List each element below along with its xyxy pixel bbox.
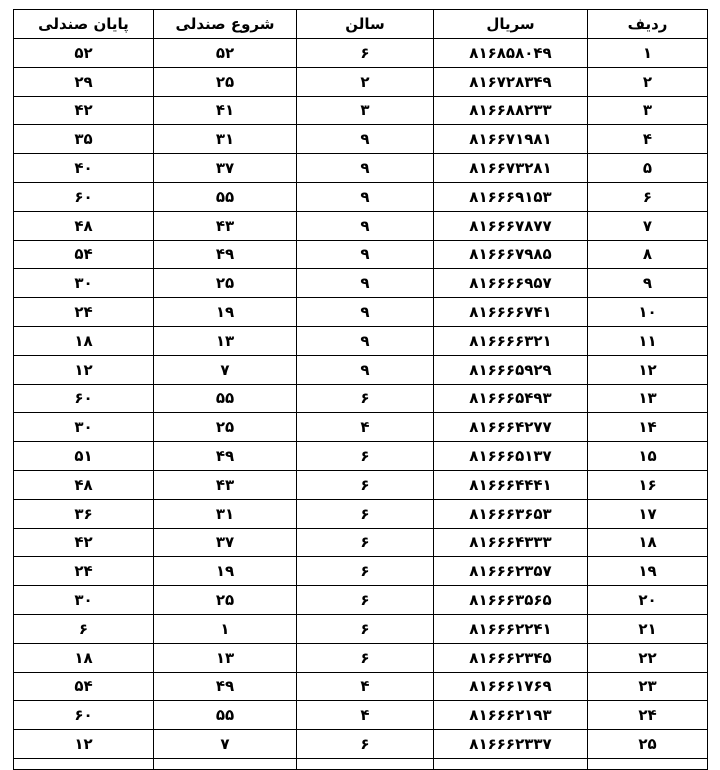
cell-seat-start: ۵۵ <box>154 384 297 413</box>
cell-serial: ۸۱۶۶۶۲۳۴۵ <box>434 643 588 672</box>
cell-hall: ۶ <box>297 499 434 528</box>
table-row <box>14 701 708 730</box>
cell-row-number: ۶ <box>588 182 708 211</box>
table-row-partial <box>14 758 708 769</box>
cell-serial: ۸۱۶۶۶۲۳۵۷ <box>434 557 588 586</box>
cell-seat-end: ۳۵ <box>14 125 154 154</box>
cell-seat-start: ۲۵ <box>154 413 297 442</box>
table-row <box>14 39 708 68</box>
cell-seat-end: ۵۴ <box>14 672 154 701</box>
cell-hall: ۹ <box>297 182 434 211</box>
empty-cell <box>434 758 588 769</box>
cell-seat-start: ۷ <box>154 355 297 384</box>
cell-serial: ۸۱۶۶۷۳۲۸۱ <box>434 154 588 183</box>
cell-seat-end: ۵۱ <box>14 442 154 471</box>
cell-seat-start: ۵۵ <box>154 182 297 211</box>
cell-seat-start: ۳۷ <box>154 528 297 557</box>
table-row <box>14 730 708 759</box>
cell-serial: ۸۱۶۶۶۷۸۷۷ <box>434 211 588 240</box>
cell-serial: ۸۱۶۶۶۶۹۵۷ <box>434 269 588 298</box>
tickets-table <box>13 9 708 770</box>
cell-serial: ۸۱۶۶۶۹۱۵۳ <box>434 182 588 211</box>
cell-serial: ۸۱۶۶۶۵۹۲۹ <box>434 355 588 384</box>
table-row <box>14 355 708 384</box>
cell-seat-end: ۴۸ <box>14 470 154 499</box>
cell-seat-start: ۴۹ <box>154 240 297 269</box>
header-hall: سالن <box>297 10 434 39</box>
cell-row-number: ۱۲ <box>588 355 708 384</box>
table-row <box>14 211 708 240</box>
table-row <box>14 470 708 499</box>
cell-seat-end: ۱۸ <box>14 326 154 355</box>
cell-row-number: ۱۰ <box>588 298 708 327</box>
cell-serial: ۸۱۶۶۷۱۹۸۱ <box>434 125 588 154</box>
cell-serial: ۸۱۶۸۵۸۰۴۹ <box>434 39 588 68</box>
cell-seat-end: ۶۰ <box>14 701 154 730</box>
cell-hall: ۴ <box>297 672 434 701</box>
header-row-number: ردیف <box>588 10 708 39</box>
cell-seat-end: ۲۹ <box>14 67 154 96</box>
cell-seat-end: ۲۴ <box>14 557 154 586</box>
header-serial: سریال <box>434 10 588 39</box>
cell-hall: ۶ <box>297 643 434 672</box>
cell-seat-start: ۷ <box>154 730 297 759</box>
cell-row-number: ۱ <box>588 39 708 68</box>
cell-hall: ۴ <box>297 701 434 730</box>
table-row <box>14 442 708 471</box>
cell-hall: ۶ <box>297 384 434 413</box>
cell-row-number: ۲۰ <box>588 586 708 615</box>
cell-seat-start: ۴۳ <box>154 211 297 240</box>
cell-seat-end: ۱۲ <box>14 730 154 759</box>
cell-seat-end: ۶۰ <box>14 182 154 211</box>
table-row <box>14 384 708 413</box>
cell-serial: ۸۱۶۶۶۴۴۴۱ <box>434 470 588 499</box>
cell-row-number: ۲۳ <box>588 672 708 701</box>
cell-serial: ۸۱۶۶۶۴۳۳۳ <box>434 528 588 557</box>
table-row <box>14 96 708 125</box>
cell-hall: ۹ <box>297 355 434 384</box>
cell-serial: ۸۱۶۶۶۳۵۶۵ <box>434 586 588 615</box>
cell-seat-start: ۳۱ <box>154 125 297 154</box>
cell-hall: ۹ <box>297 125 434 154</box>
empty-cell <box>14 758 154 769</box>
cell-hall: ۳ <box>297 96 434 125</box>
cell-serial: ۸۱۶۶۶۵۱۳۷ <box>434 442 588 471</box>
cell-row-number: ۲۲ <box>588 643 708 672</box>
cell-hall: ۴ <box>297 413 434 442</box>
table-row <box>14 326 708 355</box>
cell-seat-start: ۱۹ <box>154 557 297 586</box>
cell-row-number: ۲۵ <box>588 730 708 759</box>
cell-serial: ۸۱۶۶۶۲۲۴۱ <box>434 614 588 643</box>
cell-hall: ۹ <box>297 326 434 355</box>
cell-hall: ۹ <box>297 211 434 240</box>
cell-hall: ۶ <box>297 557 434 586</box>
table-row <box>14 528 708 557</box>
cell-row-number: ۹ <box>588 269 708 298</box>
cell-seat-start: ۱۳ <box>154 643 297 672</box>
cell-row-number: ۷ <box>588 211 708 240</box>
cell-seat-end: ۴۰ <box>14 154 154 183</box>
cell-row-number: ۵ <box>588 154 708 183</box>
cell-row-number: ۱۹ <box>588 557 708 586</box>
cell-seat-end: ۳۰ <box>14 413 154 442</box>
table-row <box>14 182 708 211</box>
cell-hall: ۶ <box>297 730 434 759</box>
cell-serial: ۸۱۶۶۶۶۷۴۱ <box>434 298 588 327</box>
cell-row-number: ۲۴ <box>588 701 708 730</box>
cell-hall: ۶ <box>297 614 434 643</box>
cell-hall: ۹ <box>297 269 434 298</box>
cell-seat-start: ۴۳ <box>154 470 297 499</box>
table-row <box>14 240 708 269</box>
table-row <box>14 499 708 528</box>
cell-row-number: ۱۱ <box>588 326 708 355</box>
empty-cell <box>154 758 297 769</box>
cell-seat-start: ۱ <box>154 614 297 643</box>
cell-seat-start: ۳۷ <box>154 154 297 183</box>
cell-hall: ۶ <box>297 470 434 499</box>
header-seat-start: شروع صندلی <box>154 10 297 39</box>
empty-cell <box>297 758 434 769</box>
cell-hall: ۶ <box>297 442 434 471</box>
cell-seat-start: ۴۱ <box>154 96 297 125</box>
cell-serial: ۸۱۶۶۶۲۳۳۷ <box>434 730 588 759</box>
cell-seat-start: ۲۵ <box>154 269 297 298</box>
cell-seat-start: ۱۳ <box>154 326 297 355</box>
cell-serial: ۸۱۶۶۶۷۹۸۵ <box>434 240 588 269</box>
table-row <box>14 586 708 615</box>
cell-seat-start: ۵۵ <box>154 701 297 730</box>
cell-hall: ۹ <box>297 240 434 269</box>
cell-row-number: ۲۱ <box>588 614 708 643</box>
cell-row-number: ۲ <box>588 67 708 96</box>
cell-serial: ۸۱۶۶۶۴۲۷۷ <box>434 413 588 442</box>
table-row <box>14 413 708 442</box>
cell-hall: ۹ <box>297 298 434 327</box>
cell-seat-end: ۱۸ <box>14 643 154 672</box>
cell-row-number: ۸ <box>588 240 708 269</box>
cell-seat-end: ۳۰ <box>14 586 154 615</box>
cell-seat-start: ۴۹ <box>154 672 297 701</box>
table-row <box>14 269 708 298</box>
cell-seat-start: ۲۵ <box>154 67 297 96</box>
cell-row-number: ۱۶ <box>588 470 708 499</box>
table-row <box>14 298 708 327</box>
cell-seat-end: ۳۶ <box>14 499 154 528</box>
cell-seat-end: ۲۴ <box>14 298 154 327</box>
cell-row-number: ۳ <box>588 96 708 125</box>
cell-row-number: ۱۳ <box>588 384 708 413</box>
cell-row-number: ۱۸ <box>588 528 708 557</box>
cell-row-number: ۱۴ <box>588 413 708 442</box>
cell-seat-end: ۱۲ <box>14 355 154 384</box>
cell-hall: ۶ <box>297 39 434 68</box>
cell-seat-end: ۶۰ <box>14 384 154 413</box>
table-row <box>14 154 708 183</box>
cell-seat-start: ۵۲ <box>154 39 297 68</box>
cell-row-number: ۱۷ <box>588 499 708 528</box>
cell-seat-start: ۲۵ <box>154 586 297 615</box>
table-row <box>14 125 708 154</box>
cell-seat-end: ۴۲ <box>14 96 154 125</box>
cell-serial: ۸۱۶۶۶۲۱۹۳ <box>434 701 588 730</box>
cell-seat-end: ۶ <box>14 614 154 643</box>
cell-row-number: ۱۵ <box>588 442 708 471</box>
table-row <box>14 557 708 586</box>
cell-seat-start: ۳۱ <box>154 499 297 528</box>
cell-seat-end: ۴۸ <box>14 211 154 240</box>
cell-seat-end: ۵۴ <box>14 240 154 269</box>
cell-seat-end: ۵۲ <box>14 39 154 68</box>
header-row <box>14 10 708 39</box>
table-row <box>14 614 708 643</box>
cell-serial: ۸۱۶۶۸۸۲۳۳ <box>434 96 588 125</box>
cell-hall: ۹ <box>297 154 434 183</box>
cell-seat-start: ۴۹ <box>154 442 297 471</box>
table-row <box>14 643 708 672</box>
cell-seat-start: ۱۹ <box>154 298 297 327</box>
cell-serial: ۸۱۶۶۶۵۴۹۳ <box>434 384 588 413</box>
cell-serial: ۸۱۶۶۶۱۷۶۹ <box>434 672 588 701</box>
cell-serial: ۸۱۶۶۶۶۳۲۱ <box>434 326 588 355</box>
cell-serial: ۸۱۶۶۶۳۶۵۳ <box>434 499 588 528</box>
cell-seat-end: ۳۰ <box>14 269 154 298</box>
cell-serial: ۸۱۶۷۲۸۳۴۹ <box>434 67 588 96</box>
cell-row-number: ۴ <box>588 125 708 154</box>
cell-hall: ۶ <box>297 528 434 557</box>
header-seat-end: پایان صندلی <box>14 10 154 39</box>
cell-hall: ۶ <box>297 586 434 615</box>
cell-seat-end: ۴۲ <box>14 528 154 557</box>
empty-cell <box>588 758 708 769</box>
table-row <box>14 672 708 701</box>
table-row <box>14 67 708 96</box>
cell-hall: ۲ <box>297 67 434 96</box>
